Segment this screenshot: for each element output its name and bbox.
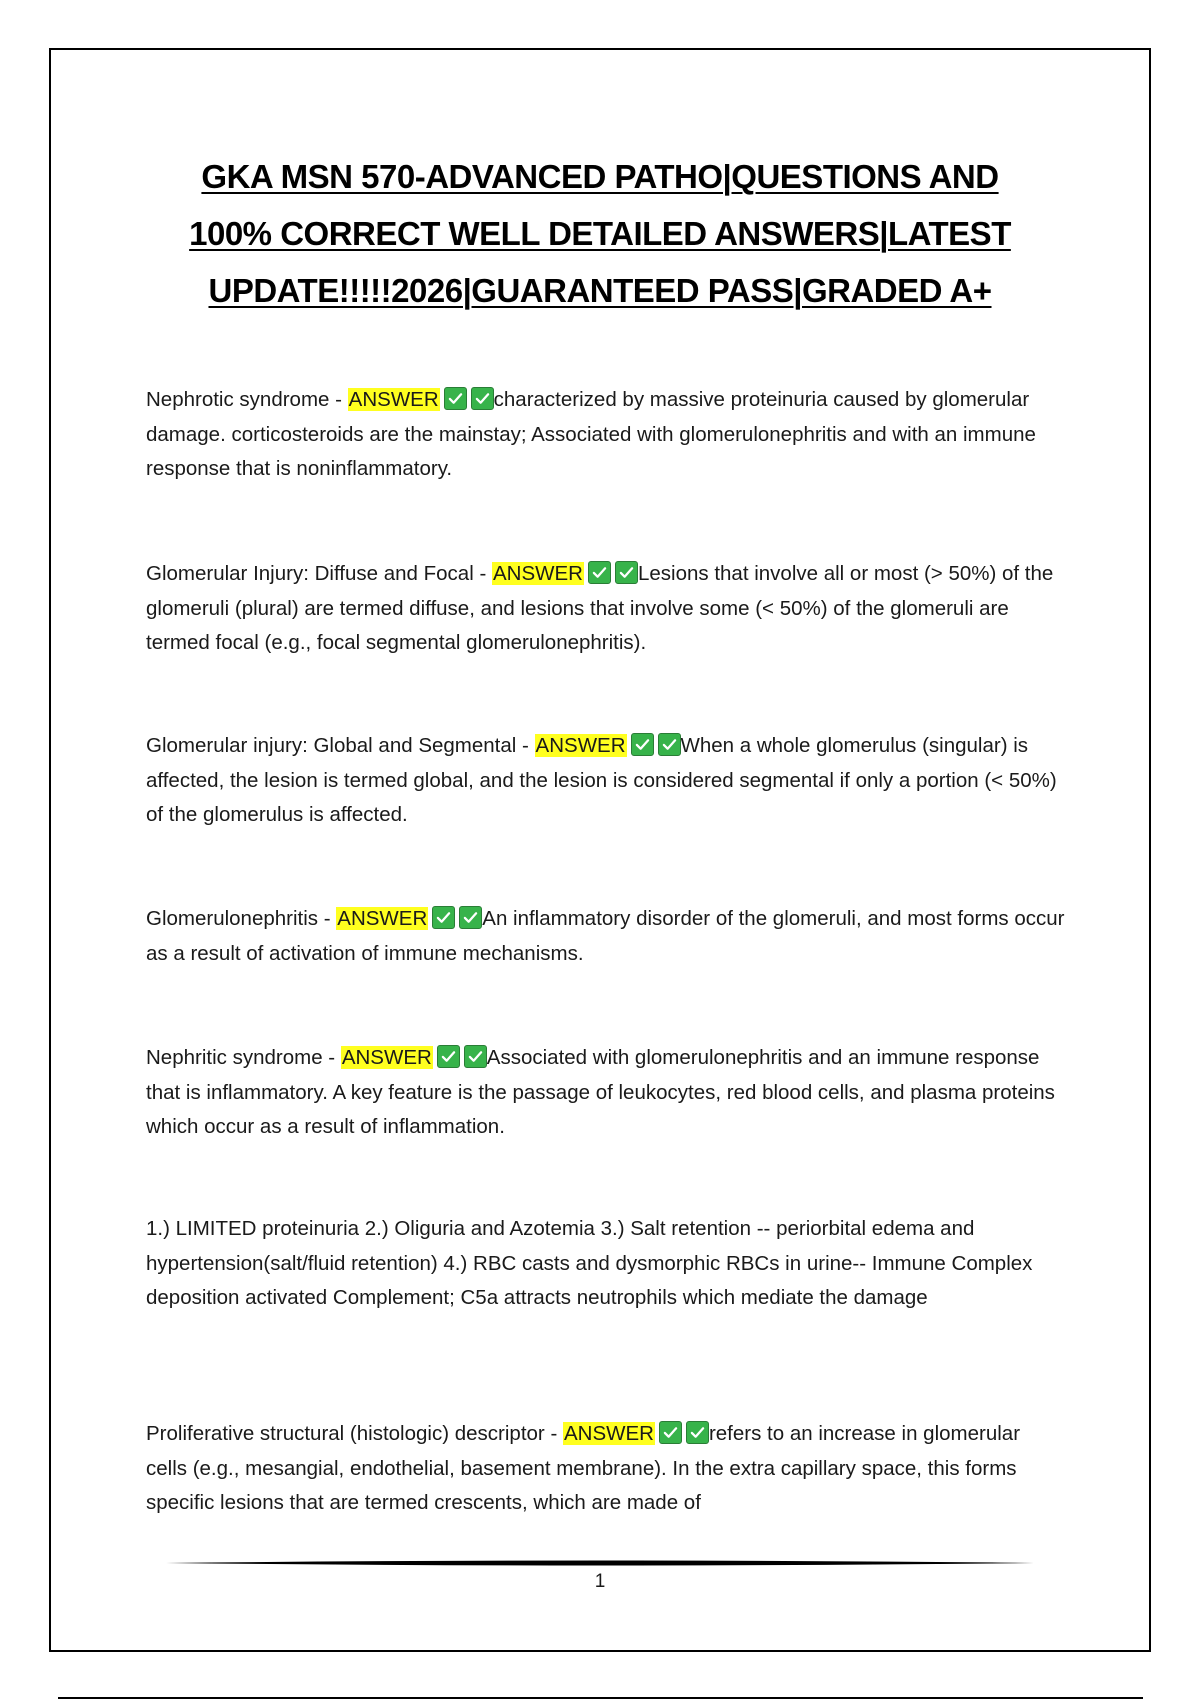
question-term: Proliferative structural (histologic) descriptor <box>146 1422 545 1445</box>
qa-item-nephritic-syndrome <box>146 1041 1066 1145</box>
check-mark-icon <box>615 561 638 584</box>
question-term: Nephritic syndrome <box>146 1046 323 1069</box>
check-mark-icon <box>471 387 494 410</box>
next-page-edge <box>58 1697 1143 1699</box>
footer-divider <box>166 1559 1034 1567</box>
title-line: GKA MSN 570-ADVANCED PATHO|QUESTIONS AND <box>201 158 999 195</box>
answer-label: ANSWER <box>348 388 439 411</box>
qa-item-nephrotic-syndrome <box>146 383 1066 487</box>
check-mark-icon <box>659 1421 682 1444</box>
answer-text: characterized by massive proteinuria caused by glomerular damage. corticosteroids are the mainstay; Associated with glomerulonephritis and with an immune response that is noninflammatory. <box>146 388 1036 480</box>
qa-item-proliferative-descriptor <box>146 1417 1066 1521</box>
check-mark-icon <box>437 1045 460 1068</box>
document-title <box>120 148 1080 319</box>
separator: - <box>329 388 348 411</box>
question-term: Nephrotic syndrome <box>146 388 330 411</box>
check-mark-icon <box>444 387 467 410</box>
check-mark-icon <box>686 1421 709 1444</box>
answer-text: An inflammatory disorder of the glomeruli, and most forms occur as a result of activation of immune mechanisms. <box>146 907 1065 965</box>
answer-label: ANSWER <box>341 1046 432 1069</box>
title-line: 100% CORRECT WELL DETAILED ANSWERS|LATEST <box>189 215 1011 252</box>
qa-item-diffuse-focal <box>146 557 1066 661</box>
answer-text: Lesions that involve all or most (> 50%) of the glomeruli (plural) are termed diffuse, and lesions that involve some (< 50%) of the glomeruli are termed focal (e.g., focal segmental glomerulonephritis). <box>146 562 1054 654</box>
separator: - <box>318 907 337 930</box>
check-mark-icon <box>432 906 455 929</box>
question-term: Glomerular Injury: Diffuse and Focal <box>146 562 474 585</box>
check-mark-icon <box>631 733 654 756</box>
qa-item-glomerulonephritis <box>146 902 1066 971</box>
answer-label: ANSWER <box>535 734 626 757</box>
answer-label: ANSWER <box>492 562 583 585</box>
answer-label: ANSWER <box>563 1422 654 1445</box>
answer-text: refers to an increase in glomerular cells (e.g., mesangial, endothelial, basement membrane). In the extra capillary space, this forms specific lesions that are termed crescents, which are made of <box>146 1422 1021 1514</box>
answer-text: Associated with glomerulonephritis and an immune response that is inflammatory. A key feature is the passage of leukocytes, red blood cells, and plasma proteins which occur as a result of inflammation. <box>146 1046 1055 1138</box>
check-mark-icon <box>588 561 611 584</box>
title-line: UPDATE!!!!!2026|GUARANTEED PASS|GRADED A+ <box>208 272 992 309</box>
paragraph-text: 1.) LIMITED proteinuria 2.) Oliguria and Azotemia 3.) Salt retention -- periorbital edema and hypertension(salt/fluid retention) 4.) RBC casts and dysmorphic RBCs in urine-- Immune Complex deposition activated Complement; C5a attracts neutrophils which mediate the damage <box>146 1217 1033 1309</box>
separator: - <box>473 562 492 585</box>
separator: - <box>544 1422 563 1445</box>
question-term: Glomerulonephritis <box>146 907 319 930</box>
nephritic-features-paragraph <box>146 1212 1066 1316</box>
separator: - <box>322 1046 341 1069</box>
check-mark-icon <box>464 1045 487 1068</box>
page-number: 1 <box>594 1571 606 1592</box>
qa-item-global-segmental <box>146 729 1066 833</box>
question-term: Glomerular injury: Global and Segmental <box>146 734 517 757</box>
answer-text: When a whole glomerulus (singular) is affected, the lesion is termed global, and the lesion is considered segmental if only a portion (< 50%) of the glomerulus is affected. <box>146 734 1057 826</box>
check-mark-icon <box>459 906 482 929</box>
separator: - <box>516 734 535 757</box>
answer-label: ANSWER <box>337 907 428 930</box>
check-mark-icon <box>658 733 681 756</box>
